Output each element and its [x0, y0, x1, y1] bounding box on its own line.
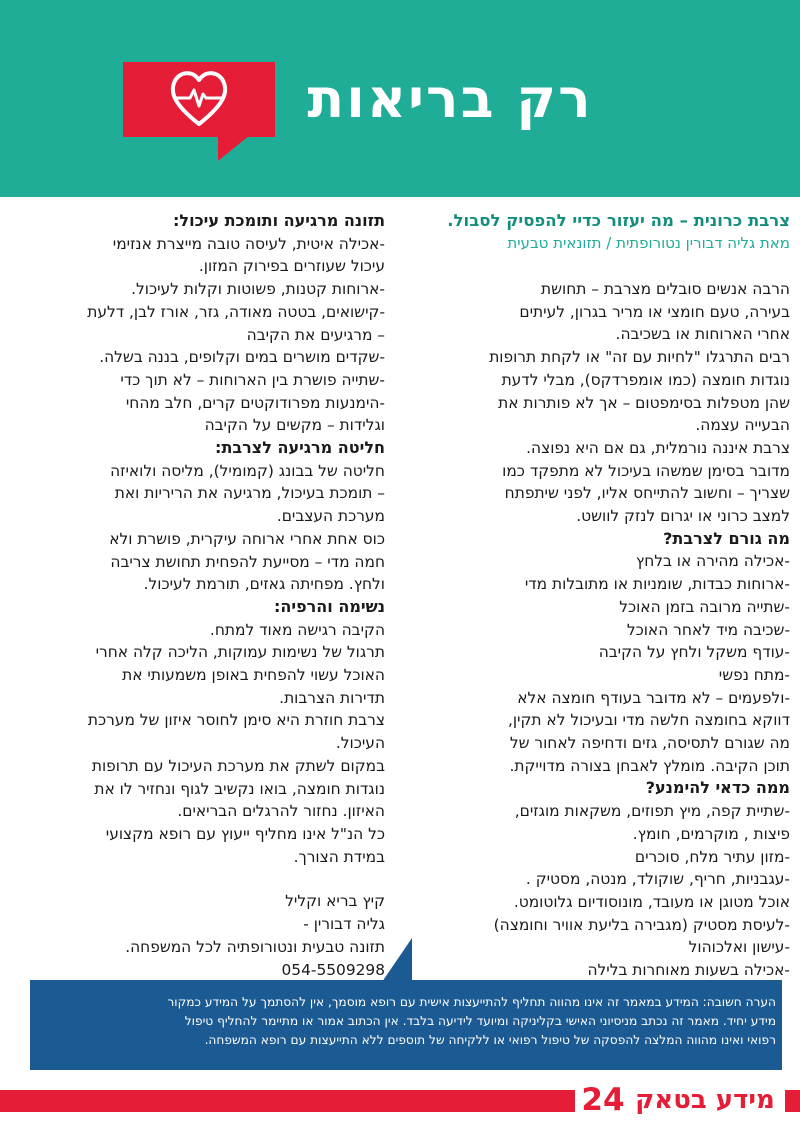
right-text-line: רבים התרגלו "לחיות עם זה" או לקחת תרופות [489, 348, 790, 367]
right-text-line: -שתיית קפה, מיץ תפוזים, משקאות מוגזים, [514, 802, 790, 821]
left-text-line: וגלידות – מקשים על הקיבה [204, 416, 385, 435]
right-text-line: למצב כרוני או יגרום לנזק לוושט. [576, 507, 790, 526]
right-text-line: מדובר בסימן שמשהו בעיכול לא מתפקד כמו [502, 461, 790, 480]
article-byline: מאת גליה דבורין נטורופתית / תזונאית טבעית [507, 234, 790, 252]
article-body-right [405, 278, 790, 982]
right-text-line: נוגדות חומצה (כמו אומפרדקס), מבלי לדעת [501, 370, 790, 389]
left-text-line: – תומכת בעיכול, מרגיעה את הריריות ואת [114, 484, 385, 503]
left-text-line: ולחץ. מפחיתה גאזים, תורמת לעיכול. [143, 575, 385, 594]
article-title: צרבת כרונית – מה יעזור כדיי להפסיק לסבול. [447, 211, 790, 230]
left-text-line: האוכל עשוי להפחית באופן משמעותי את [122, 666, 385, 685]
disclaimer-line: מידע יחיד. מאמר זה נכתב מניסיוני האישי בקליניקה ומיועד לידיעה בלבד. אין הכתוב אמור או מתיימר להחליף טיפול [184, 1014, 776, 1028]
page-number: 24 [581, 1082, 625, 1118]
left-text-line: -קישואים, בטטה מאודה, גזר, אורז לבן, דלעת [87, 302, 385, 321]
right-text-line: -עגבניות, חריף, שוקולד, מנטה, מסטיק . [525, 870, 790, 889]
left-text-line: האיזון. נחזור להרגלים הבריאים. [177, 802, 385, 821]
left-text-line: עיכול שעוזרים בפירוק המזון. [198, 257, 385, 276]
right-text-line: תוכן הקיבה. מומלץ לאבחן בצורה מדוייקת. [509, 756, 790, 775]
left-text-line: -ארוחות קטנות, פשוטות וקלות לעיכול. [131, 280, 385, 299]
left-text-heading: חליטה מרגיעה לצרבת: [215, 438, 385, 458]
right-text-line: -לעיסת מסטיק (מגבירה בליעת אוויר וחומצה) [493, 915, 790, 934]
article-right-column [405, 210, 790, 982]
right-text-line: -מתח נפשי [718, 665, 790, 684]
right-text-line: הרבה אנשים סובלים מצרבת – תחושת [540, 280, 790, 298]
left-text-line: חמה מדי – מסייעת להפחית תחושת צריבה [110, 552, 385, 571]
article-left-column [20, 210, 385, 981]
right-text-line: -אכילה מהירה או בלחץ [635, 552, 790, 571]
left-text-line: תרגול של נשימות עמוקות, הליכה קלה אחרי [95, 643, 385, 662]
left-text-line: במקום לשתק את מערכת העיכול עם תרופות [91, 756, 385, 775]
disclaimer-text [36, 993, 776, 1050]
section-title: רק בריאות [307, 67, 593, 130]
left-text-line: הקיבה רגישה מאוד למתח. [209, 620, 385, 639]
right-text-line: פיצות , מוקרמים, חומץ. [632, 824, 790, 843]
left-text-line: צרבת חוזרת היא סימן לחוסר איזון של מערכת [87, 711, 385, 730]
left-text-line: -אכילה איטית, לעיסה טובה מייצרת אנזימי [112, 234, 385, 253]
right-text-heading: ממה כדאי להימנע? [645, 778, 790, 798]
signature-line: קיץ בריא וקליל [285, 892, 385, 911]
right-text-line: -עודף משקל ולחץ על הקיבה [598, 643, 790, 662]
left-text-line: מערכת העצבים. [276, 507, 385, 526]
right-text-line: -מזון עתיר מלח, סוכרים [634, 847, 790, 866]
signature-line: 054-5509298 [281, 960, 385, 979]
right-text-line: -ארוחות כבדות, שומניות או מתובלות מדי [524, 575, 790, 594]
signature-line: תזונה טבעית ונטורופתיה לכל המשפחה. [125, 937, 385, 956]
left-text-line: במידת הצורך. [293, 847, 385, 866]
left-text-line: העיכול. [335, 734, 385, 753]
article-body-left [20, 210, 385, 868]
right-text-line: -אכילה בשעות מאוחרות בלילה [587, 961, 790, 980]
author-signature [20, 890, 385, 981]
publication-brand: מידע בטאק [635, 1085, 775, 1115]
left-text-line: כל הנ"ל אינו מחליף ייעוץ עם רופא מקצועי [105, 824, 385, 843]
left-text-line: נוגדות חומצה, בואו נקשיב לגוף ונחזיר לו את [94, 779, 385, 798]
right-text-line: הבעייה עצמה. [695, 416, 790, 435]
left-text-line: – מרגיעים את הקיבה [246, 325, 385, 344]
speech-bubble-tail [218, 135, 250, 161]
right-text-heading: מה גורם לצרבת? [663, 528, 790, 548]
right-text-line: בעירה, טעם חומצי או מריר בגרון, לעיתים [519, 302, 790, 321]
disclaimer-tail [382, 938, 412, 982]
signature-line: גליה דבורין - [303, 915, 385, 934]
left-text-line: -שקדים מושרים במים וקלופים, בננה בשלה. [99, 348, 385, 367]
right-text-line: דווקא בחומצה חלשה מדי ובעיכול לא תקין, [507, 711, 790, 730]
right-text-line: -עישון ואלכוהול [688, 938, 790, 957]
disclaimer-line: רפואי ואינו מהווה המלצה להפסקה של טיפול רפואי או ללקיחה של תוספים ללא התייעצות עם רופא המשפחה. [204, 1033, 776, 1047]
left-text-line: חליטה של בבונג (קמומיל), מליסה ולואיזה [110, 461, 385, 480]
left-text-heading: נשימה והרפיה: [274, 596, 385, 616]
right-text-line: -שתייה מרובה בזמן האוכל [619, 597, 790, 616]
right-text-line: -שכיבה מיד לאחר האוכל [626, 620, 790, 639]
right-text-line: מה שגורם לתסיסה, גזים ודחיפה לאחור של [509, 734, 790, 753]
left-text-line: תדירות הצרבות. [279, 688, 385, 707]
heart-pulse-icon [168, 66, 230, 132]
right-text-line: שהן מטפלות בסימפטום – אך לא פותרות את [498, 393, 790, 412]
right-text-line: שצריך – וחשוב להתייחס אליו, לפני שיתפתח [504, 484, 790, 503]
right-text-line: אוכל מטוגן או מעובד, מונוסודיום גלוטומט. [513, 892, 790, 911]
left-text-line: -הימנעות מפרודוקטים קרים, חלב מהחי [125, 393, 385, 412]
left-text-line: -שתייה פושרת בין הארוחות – לא תוך כדי [120, 370, 385, 389]
right-text-line: אחרי הארוחות או בשכיבה. [615, 325, 790, 344]
left-text-heading: תזונה מרגיעה ותומכת עיכול: [173, 211, 385, 230]
disclaimer-line: הערה חשובה: המידע במאמר זה אינו מהווה תחליף להתייעצות אישית עם רופא מוסמך, אין להסתמך על המידע כמקור [167, 995, 776, 1009]
right-text-line: צרבת איננה נורמלית, גם אם היא נפוצה. [526, 438, 790, 457]
left-text-line: כוס אחת אחרי ארוחה עיקרית, פושרת ולא [109, 529, 385, 548]
right-text-line: -ולפעמים – לא מדובר בעודף חומצה אלא [517, 688, 790, 707]
